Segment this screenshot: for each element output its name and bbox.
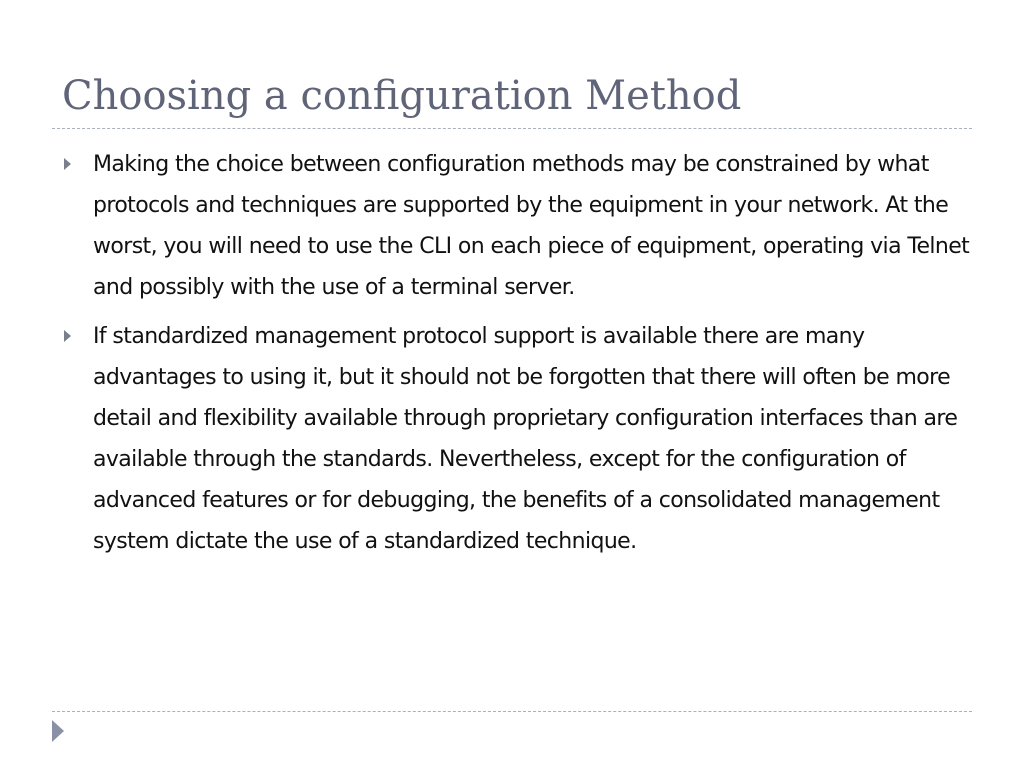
slide-title: Choosing a configuration Method [62,73,742,119]
triangle-bullet-icon [64,158,71,170]
bullet-text: If standardized management protocol support is available there are many advantages to using it, but it should not be forgotten that there will often be more detail and flexibility available through proprietary configuration interfaces than are available through the standards. Nevertheless, except for the configuration of advanced features or for debugging, the benefits of a consolidated management system dictate the use of a standardized technique. [93,324,958,554]
bullet-item [62,144,972,308]
bullet-text: Making the choice between configuration methods may be constrained by what protocols and techniques are supported by the equipment in your network. At the worst, you will need to use the CLI on each piece of equipment, operating via Telnet and possibly with the use of a terminal server. [93,152,970,300]
next-slide-arrow-icon[interactable] [52,720,64,742]
bullet-item [62,316,972,562]
triangle-bullet-icon [64,330,71,342]
title-divider [52,128,972,129]
slide-body [62,144,972,570]
footer-divider [52,711,972,712]
